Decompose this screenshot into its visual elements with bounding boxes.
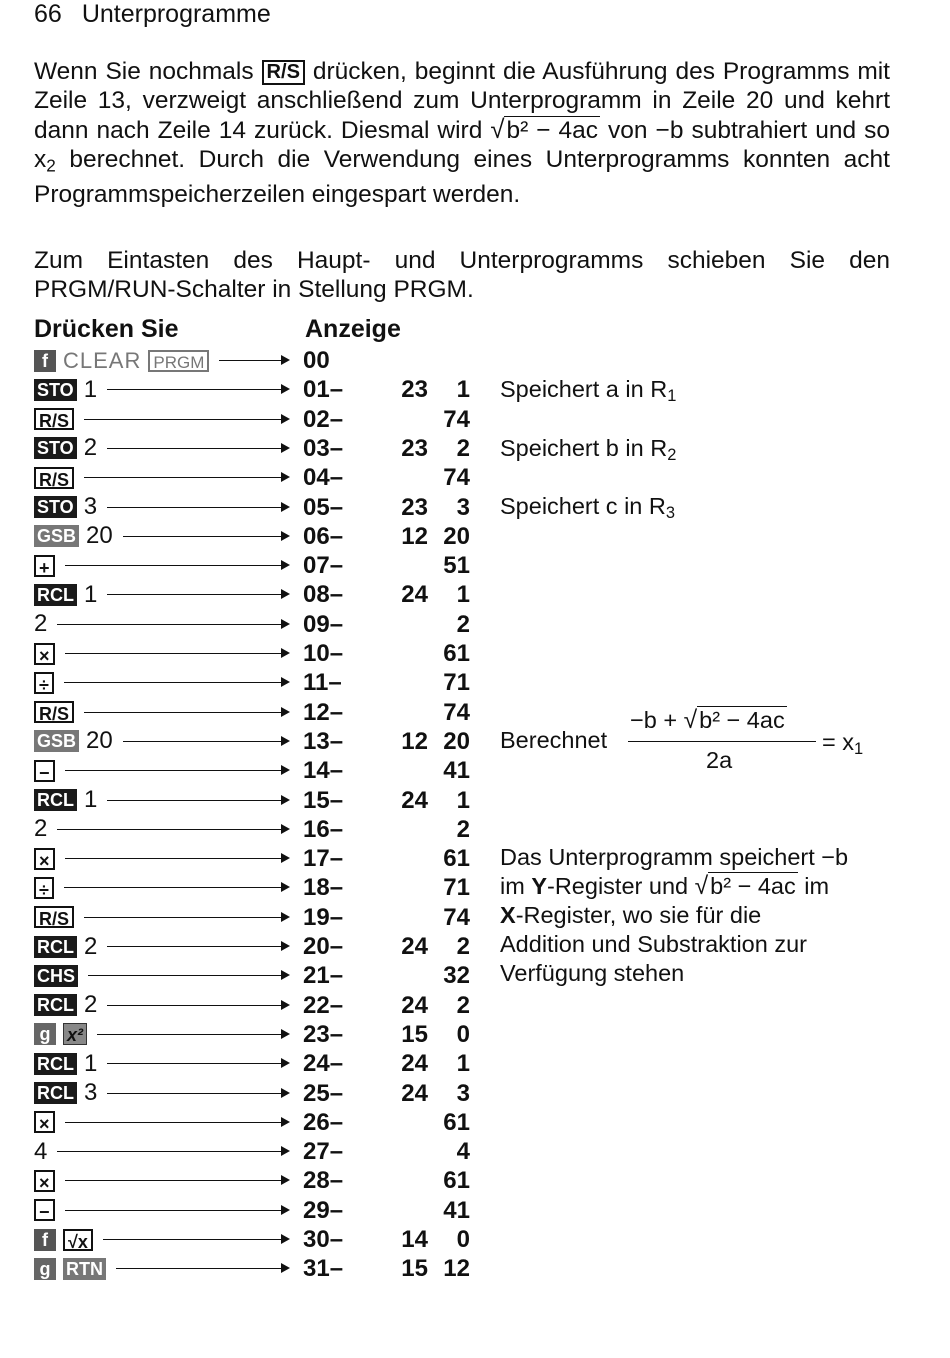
display-keycode: 20 [443, 522, 470, 550]
program-row [0, 580, 950, 609]
key-argument: 2 [83, 434, 98, 462]
key-sequence [34, 698, 74, 727]
note-subroutine-line2 [500, 872, 829, 901]
key-sequence [34, 580, 97, 609]
display-line-number: 30– [303, 1226, 344, 1253]
display-keycode: 2 [456, 434, 470, 462]
key-sequence [34, 1020, 87, 1049]
key-sequence [34, 610, 47, 639]
key-sequence [34, 873, 54, 902]
key-sequence [34, 815, 47, 844]
arrow-right-icon [107, 389, 288, 390]
program-row [0, 991, 950, 1020]
calculator-key-icon: RCL [34, 1082, 77, 1104]
note-text: Speichert c in R [500, 493, 666, 519]
display-line-number: 00 [303, 347, 330, 374]
program-row [0, 961, 950, 990]
display-keycode: 51 [443, 552, 470, 580]
display-line-number: 13– [303, 727, 344, 755]
calculator-key-icon: × [34, 1170, 55, 1192]
calculator-key-icon: RCL [34, 789, 77, 811]
calculator-key-icon: PRGM [148, 350, 209, 372]
display-keycode: 32 [443, 962, 470, 990]
calculator-key-icon: GSB [34, 730, 79, 752]
display-keycode: 0 [456, 1226, 470, 1253]
program-row [0, 1166, 950, 1195]
calculator-key-icon: GSB [34, 525, 79, 547]
display-line-number: 20– [303, 933, 344, 960]
numerator-text: −b + [630, 707, 684, 733]
program-row [0, 1137, 950, 1166]
display-keycode: 74 [443, 405, 470, 433]
display-line-number: 10– [303, 640, 344, 667]
subscript: 3 [665, 504, 676, 523]
key-argument: 3 [83, 493, 98, 520]
register-x: X [500, 902, 516, 928]
display-keycode: 2 [456, 991, 470, 1019]
display-keycode: 2 [456, 815, 470, 843]
arrow-right-icon [97, 1034, 288, 1035]
program-row [0, 932, 950, 961]
key-sequence [34, 668, 54, 697]
calculator-key-icon: × [34, 643, 55, 665]
note-store-c [500, 492, 675, 528]
program-row [0, 551, 950, 580]
key-argument: 1 [84, 786, 98, 813]
sqrt-icon: √ [694, 873, 709, 900]
program-row [0, 610, 950, 639]
calculator-key-icon: RTN [63, 1258, 106, 1280]
display-keycode: 12 [401, 727, 428, 755]
display-line-number: 12– [303, 698, 344, 726]
display-keycode: 61 [443, 845, 470, 873]
subscript: 2 [46, 155, 56, 176]
arrow-right-icon [103, 1239, 288, 1240]
display-line-number: 18– [303, 874, 344, 902]
arrow-right-icon [65, 770, 288, 771]
key-sequence [34, 961, 78, 990]
arrow-right-icon [65, 1122, 288, 1123]
key-sequence [34, 991, 97, 1020]
key-argument: 2 [84, 932, 98, 960]
calculator-key-icon: × [34, 1111, 55, 1133]
display-keycode: 0 [456, 1020, 470, 1048]
calculator-key-icon: STO [34, 379, 77, 401]
program-row [0, 493, 950, 522]
note-subroutine-line1: Das Unterprogramm speichert −b [500, 844, 849, 870]
note-text: -Register, wo sie für die [515, 902, 762, 928]
sqrt-expression: b² − 4ac [699, 707, 785, 733]
key-sequence [34, 1225, 93, 1254]
key-argument: 1 [84, 580, 98, 608]
display-line-number: 24– [303, 1050, 344, 1078]
key-argument: 4 [34, 1137, 48, 1165]
display-line-number: 22– [303, 991, 344, 1019]
display-keycode: 74 [443, 903, 470, 931]
key-sequence [34, 522, 113, 551]
display-keycode: 71 [443, 669, 470, 697]
display-keycode: 24 [401, 933, 428, 960]
display-keycode: 23 [401, 434, 428, 462]
arrow-right-icon [107, 507, 288, 508]
key-argument: 1 [83, 375, 98, 403]
display-keycode: 74 [443, 464, 470, 492]
display-keycode: 23 [401, 493, 428, 521]
calculator-key-icon: × [34, 848, 55, 870]
program-row [0, 1049, 950, 1078]
calculator-key-icon: STO [34, 496, 77, 518]
key-sequence [34, 1166, 55, 1195]
note-text: im [797, 873, 830, 899]
result-text: = x [822, 729, 855, 755]
display-keycode: 24 [401, 1050, 428, 1078]
display-keycode: 71 [443, 874, 470, 902]
note-store-b [500, 434, 676, 470]
program-row [0, 1254, 950, 1283]
calculator-key-icon: STO [34, 437, 77, 459]
display-line-number: 15– [303, 786, 344, 814]
arrow-right-icon [107, 594, 288, 595]
program-row [0, 698, 950, 727]
display-line-number: 16– [303, 815, 344, 843]
key-sequence [34, 1137, 47, 1166]
arrow-right-icon [65, 858, 288, 859]
arrow-right-icon [107, 1093, 288, 1094]
program-row [0, 405, 950, 434]
display-line-number: 26– [303, 1108, 344, 1136]
key-sequence [34, 463, 74, 492]
calculator-key-icon: R/S [34, 467, 74, 489]
arrow-right-icon [88, 975, 288, 976]
display-keycode: 12 [401, 522, 428, 550]
calculator-key-icon: − [34, 1199, 55, 1221]
calculator-key-icon: R/S [34, 701, 74, 723]
key-sequence [34, 434, 97, 463]
calculator-key-icon: CLEAR [63, 347, 142, 373]
display-keycode: 61 [443, 1108, 470, 1136]
register-y: Y [531, 873, 548, 899]
calculator-key-icon: g [34, 1258, 56, 1280]
arrow-right-icon [65, 1210, 288, 1211]
display-keycode: 24 [401, 1079, 428, 1107]
program-row [0, 1108, 950, 1137]
arrow-right-icon [123, 536, 288, 537]
program-row [0, 903, 950, 932]
arrow-right-icon [107, 946, 288, 947]
display-line-number: 04– [303, 464, 344, 492]
arrow-right-icon [84, 419, 288, 420]
arrow-right-icon [64, 682, 288, 683]
program-row [0, 434, 950, 463]
arrow-right-icon [84, 917, 288, 918]
calculator-key-icon: ÷ [34, 672, 54, 694]
arrow-right-icon [65, 565, 288, 566]
key-argument: 20 [86, 522, 113, 550]
sqrt-icon: √ [683, 707, 698, 734]
note-subroutine-line4: Addition und Substraktion zur [500, 931, 807, 957]
display-keycode: 1 [456, 581, 470, 609]
arrow-right-icon [107, 800, 288, 801]
subscript: 2 [667, 446, 677, 465]
program-row [0, 346, 950, 375]
formula-numerator [630, 707, 787, 735]
calculator-key-icon: − [34, 760, 55, 782]
program-row [0, 1225, 950, 1254]
display-line-number: 21– [303, 962, 344, 990]
note-subroutine-line3 [500, 901, 761, 930]
program-row [0, 639, 950, 668]
key-argument: 2 [34, 815, 48, 843]
key-argument: 2 [34, 610, 48, 638]
display-keycode: 3 [456, 1079, 470, 1107]
page-title: Unterprogramme [81, 0, 271, 28]
calculator-key-icon: RCL [34, 1053, 77, 1075]
arrow-right-icon [57, 829, 288, 830]
sqrt-expression: b² − 4ac [506, 116, 599, 144]
paragraph-text: Wenn Sie nochmals [34, 58, 262, 85]
formula-denominator: 2a [706, 747, 733, 773]
program-row [0, 1196, 950, 1225]
calculator-key-icon: f [34, 350, 56, 372]
calculator-key-icon: + [34, 555, 55, 577]
arrow-right-icon [84, 712, 288, 713]
sqrt-expression: b² − 4ac [710, 873, 796, 899]
display-keycode: 61 [443, 640, 470, 667]
display-keycode: 15 [401, 1255, 428, 1283]
display-line-number: 07– [303, 552, 344, 580]
display-keycode: 24 [401, 991, 428, 1019]
note-subroutine-line5: Verfügung stehen [500, 960, 685, 986]
program-row [0, 786, 950, 815]
display-line-number: 06– [303, 522, 344, 550]
display-keycode: 61 [443, 1167, 470, 1195]
column-header-display: Anzeige [305, 315, 401, 343]
paragraph-instructions: Zum Eintasten des Haupt- und Unterprogramms schieben Sie den PRGM/RUN-Schalter in Stellung PRGM. [34, 247, 890, 304]
display-keycode: 4 [456, 1138, 470, 1166]
calculator-key-icon: √x [63, 1229, 93, 1251]
arrow-right-icon [84, 477, 288, 478]
display-keycode: 74 [443, 698, 470, 726]
display-line-number: 31– [303, 1255, 344, 1283]
key-argument: 2 [84, 991, 98, 1019]
formula-result [822, 729, 863, 759]
key-sequence [34, 639, 55, 668]
key-sequence [34, 786, 97, 815]
display-line-number: 29– [303, 1196, 344, 1224]
key-sequence [34, 1254, 106, 1283]
display-line-number: 08– [303, 581, 344, 609]
sqrt-icon: √ [490, 115, 505, 144]
program-row [0, 522, 950, 551]
display-line-number: 01– [303, 376, 344, 404]
arrow-right-icon [219, 360, 288, 361]
key-argument: 3 [84, 1079, 98, 1106]
display-keycode: 2 [456, 610, 470, 638]
paragraph-text: von −b subtrahiert und so x [34, 116, 890, 173]
display-line-number: 25– [303, 1079, 344, 1107]
key-sequence [34, 1079, 97, 1108]
display-keycode: 3 [456, 493, 470, 521]
display-line-number: 28– [303, 1167, 344, 1195]
display-line-number: 27– [303, 1138, 344, 1166]
display-line-number: 23– [303, 1020, 344, 1048]
calculator-key-icon: RCL [34, 584, 77, 606]
key-sequence [34, 1108, 55, 1137]
paragraph-text: berechnet. Durch die Verwendung eines Unterprogramms konnten acht Programmspeicherzeilen eingespart werden. [34, 145, 890, 209]
note-store-a [500, 375, 676, 411]
fraction-bar [628, 741, 816, 742]
subscript: 1 [854, 740, 864, 759]
display-keycode: 20 [443, 727, 470, 755]
display-keycode: 24 [401, 786, 428, 814]
key-sequence [34, 1196, 55, 1225]
display-line-number: 11– [303, 669, 342, 697]
program-row [0, 1079, 950, 1108]
page-header [34, 0, 271, 29]
display-line-number: 05– [303, 493, 344, 521]
paragraph-intro [34, 57, 890, 210]
display-keycode: 14 [401, 1226, 428, 1253]
note-text: Speichert a in R [500, 376, 668, 402]
arrow-right-icon [107, 1005, 288, 1006]
display-keycode: 12 [443, 1255, 470, 1283]
key-sequence [34, 903, 74, 932]
display-keycode: 1 [456, 376, 470, 404]
display-keycode: 24 [401, 581, 428, 609]
key-sequence [34, 405, 74, 434]
calculator-key-icon: R/S [34, 906, 74, 928]
arrow-right-icon [107, 1063, 288, 1064]
display-keycode: 2 [456, 933, 470, 960]
program-row [0, 375, 950, 404]
rs-key-icon: R/S [262, 60, 305, 85]
display-line-number: 03– [303, 434, 344, 462]
program-row [0, 668, 950, 697]
calculator-key-icon: RCL [34, 936, 77, 958]
calculator-key-icon: R/S [34, 408, 74, 430]
calculator-key-icon: CHS [34, 965, 78, 987]
arrow-right-icon [57, 624, 288, 625]
key-sequence [34, 932, 97, 961]
page-number: 66 [34, 0, 62, 28]
calculator-key-icon: RCL [34, 994, 77, 1016]
note-text: im [500, 873, 532, 899]
key-sequence [34, 1049, 97, 1078]
display-line-number: 17– [303, 845, 344, 873]
calculator-key-icon: g [34, 1023, 56, 1045]
calculator-key-icon: ÷ [34, 877, 54, 899]
display-keycode: 1 [456, 786, 470, 814]
formula-label: Berechnet [500, 727, 608, 753]
key-sequence [34, 551, 55, 580]
display-keycode: 15 [401, 1020, 428, 1048]
arrow-right-icon [65, 653, 288, 654]
display-keycode: 23 [401, 376, 428, 404]
arrow-right-icon [57, 1151, 288, 1152]
paragraph-text: drücken, beginnt die Ausführung des Programms mit Zeile 13, verzweigt anschließend zum Unterprogramm in Zeile 20 und kehrt dann nach Zeile 14 zurück. Diesmal wird [34, 58, 890, 144]
display-keycode: 41 [443, 1196, 470, 1224]
display-line-number: 14– [303, 757, 344, 785]
note-text: -Register und [547, 873, 695, 899]
display-line-number: 19– [303, 903, 344, 931]
key-argument: 1 [84, 1049, 98, 1077]
arrow-right-icon [116, 1268, 288, 1269]
display-keycode: 1 [456, 1050, 470, 1078]
arrow-right-icon [107, 448, 288, 449]
key-sequence [34, 346, 209, 375]
arrow-right-icon [123, 741, 288, 742]
arrow-right-icon [65, 1180, 288, 1181]
display-line-number: 02– [303, 405, 344, 433]
key-sequence [34, 727, 113, 756]
key-sequence [34, 756, 55, 785]
calculator-key-icon: x² [63, 1023, 87, 1045]
key-sequence [34, 375, 97, 404]
subscript: 1 [667, 387, 677, 406]
key-sequence [34, 844, 55, 873]
display-keycode: 41 [443, 757, 470, 785]
program-row [0, 463, 950, 492]
program-row [0, 1020, 950, 1049]
note-text: Speichert b in R [500, 435, 668, 461]
calculator-key-icon: f [34, 1229, 56, 1251]
program-row [0, 756, 950, 785]
display-line-number: 09– [303, 610, 344, 638]
arrow-right-icon [64, 887, 288, 888]
key-sequence [34, 493, 97, 522]
key-argument: 20 [86, 727, 113, 755]
program-row [0, 815, 950, 844]
column-header-keys: Drücken Sie [34, 315, 179, 343]
